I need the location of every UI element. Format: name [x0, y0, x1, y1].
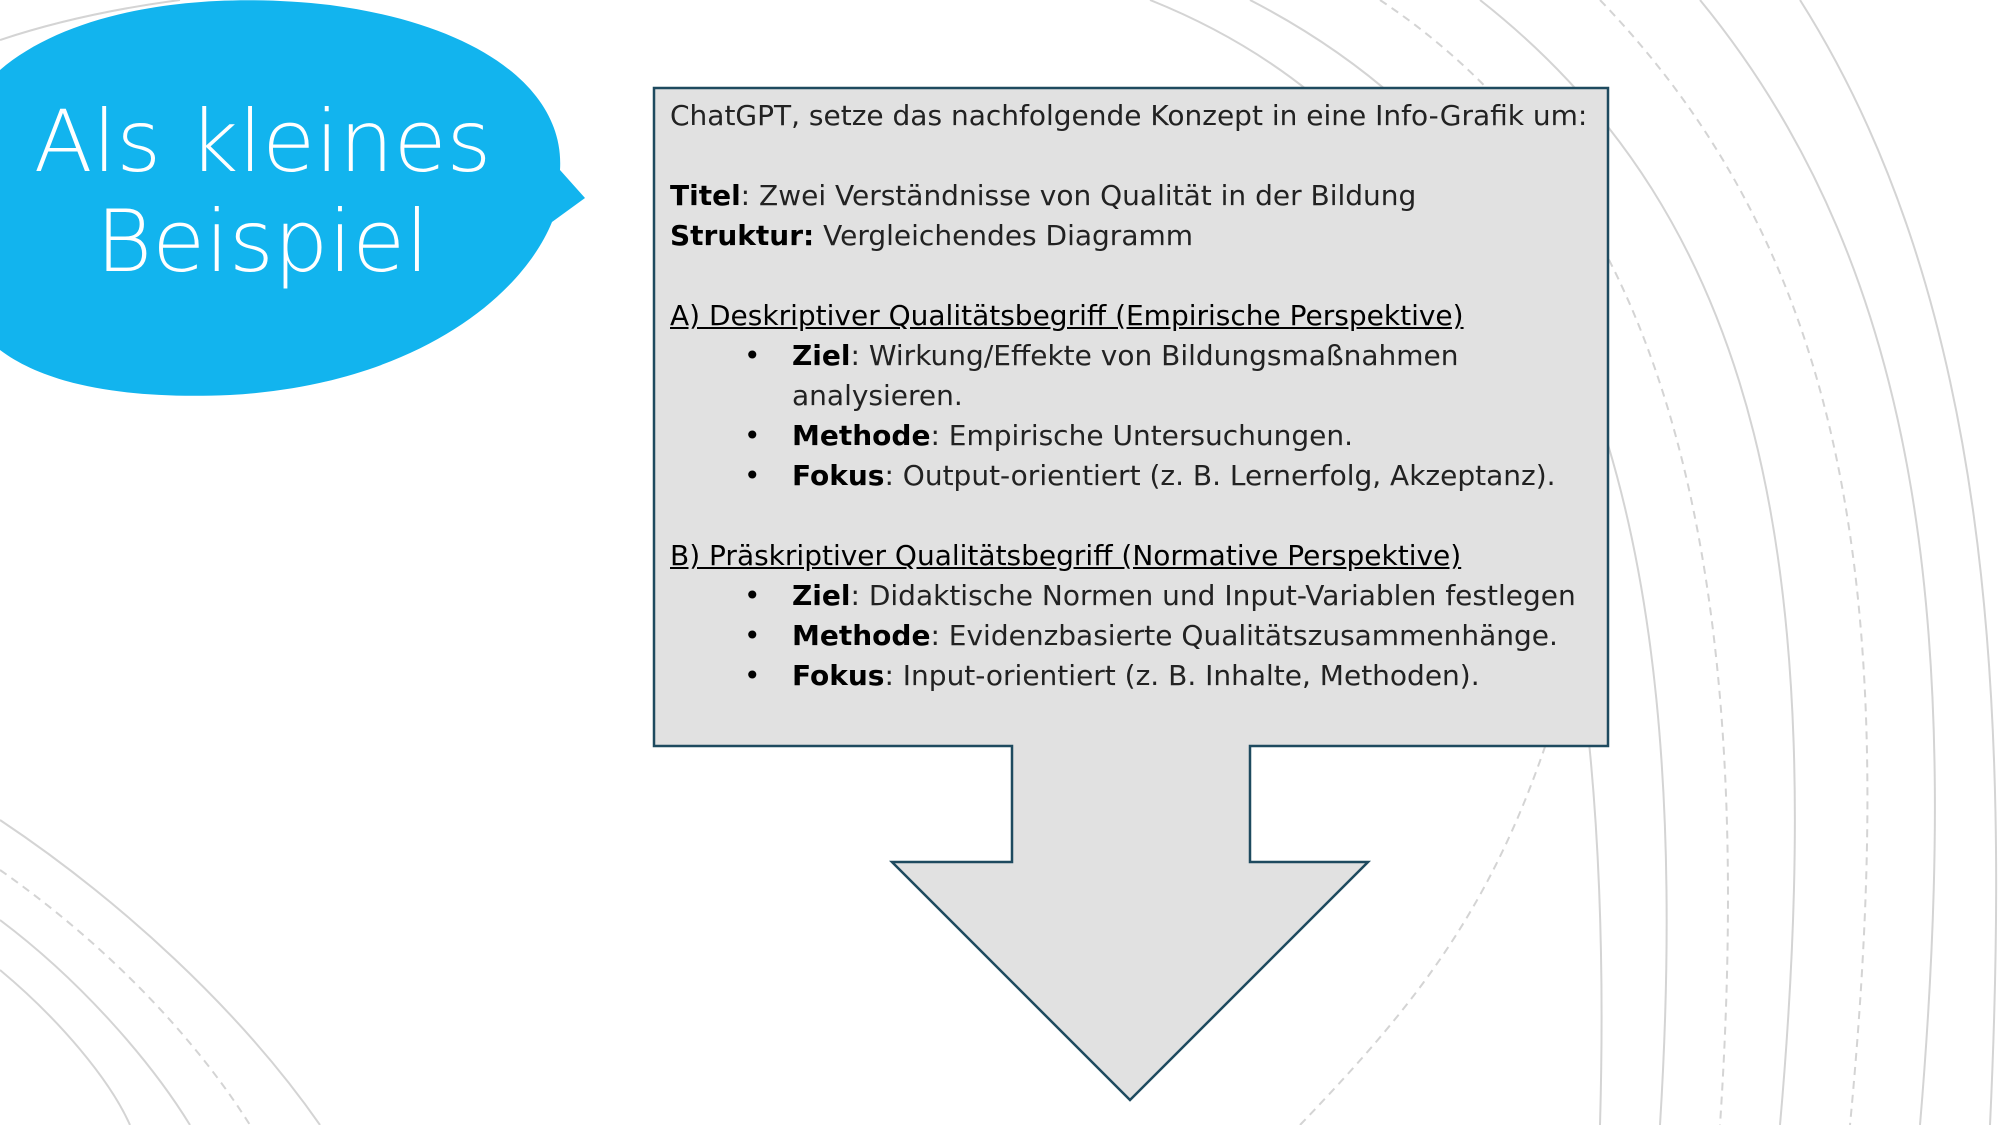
- section-b-heading: B) Präskriptiver Qualitätsbegriff (Normative Perspektive): [670, 539, 1462, 572]
- list-item: [744, 616, 1590, 656]
- item-text: : Empirische Untersuchungen.: [930, 419, 1354, 452]
- slide-title-line-1: Als kleines: [33, 92, 492, 192]
- prompt-intro: ChatGPT, setze das nachfolgende Konzept in eine Info-Grafik um:: [670, 99, 1588, 132]
- title-label: Titel: [670, 179, 741, 212]
- item-text: : Input-orientiert (z. B. Inhalte, Methoden).: [884, 659, 1480, 692]
- structure-text: Vergleichendes Diagramm: [814, 219, 1194, 252]
- item-text: : Output-orientiert (z. B. Lernerfolg, Akzeptanz).: [884, 459, 1556, 492]
- list-item: [744, 576, 1590, 616]
- item-label: Ziel: [792, 339, 851, 372]
- list-item: [744, 416, 1590, 456]
- section-a-title: Deskriptiver Qualitätsbegriff (Empirische Perspektive): [708, 299, 1464, 332]
- title-text: : Zwei Verständnisse von Qualität in der Bildung: [740, 179, 1417, 212]
- slide-title-line-2: Beispiel: [95, 192, 430, 292]
- prompt-text: [670, 96, 1590, 696]
- item-label: Fokus: [792, 459, 885, 492]
- section-a-heading: [670, 296, 1590, 336]
- item-label: Ziel: [792, 579, 851, 612]
- list-item: [744, 456, 1590, 496]
- structure-label: Struktur:: [670, 219, 815, 252]
- list-item: [744, 656, 1590, 696]
- section-b-list: [670, 576, 1590, 696]
- structure-line: [670, 216, 1590, 256]
- item-label: Methode: [792, 619, 931, 652]
- title-line: [670, 176, 1590, 216]
- section-a-prefix: A): [670, 299, 709, 332]
- item-text: : Didaktische Normen und Input-Variablen festlegen: [850, 579, 1576, 612]
- item-label: Fokus: [792, 659, 885, 692]
- item-text: : Evidenzbasierte Qualitätszusammenhänge.: [930, 619, 1558, 652]
- list-item: [744, 336, 1590, 416]
- item-text: : Wirkung/Effekte von Bildungsmaßnahmen analysieren.: [792, 339, 1459, 412]
- section-a-list: [670, 336, 1590, 496]
- item-label: Methode: [792, 419, 931, 452]
